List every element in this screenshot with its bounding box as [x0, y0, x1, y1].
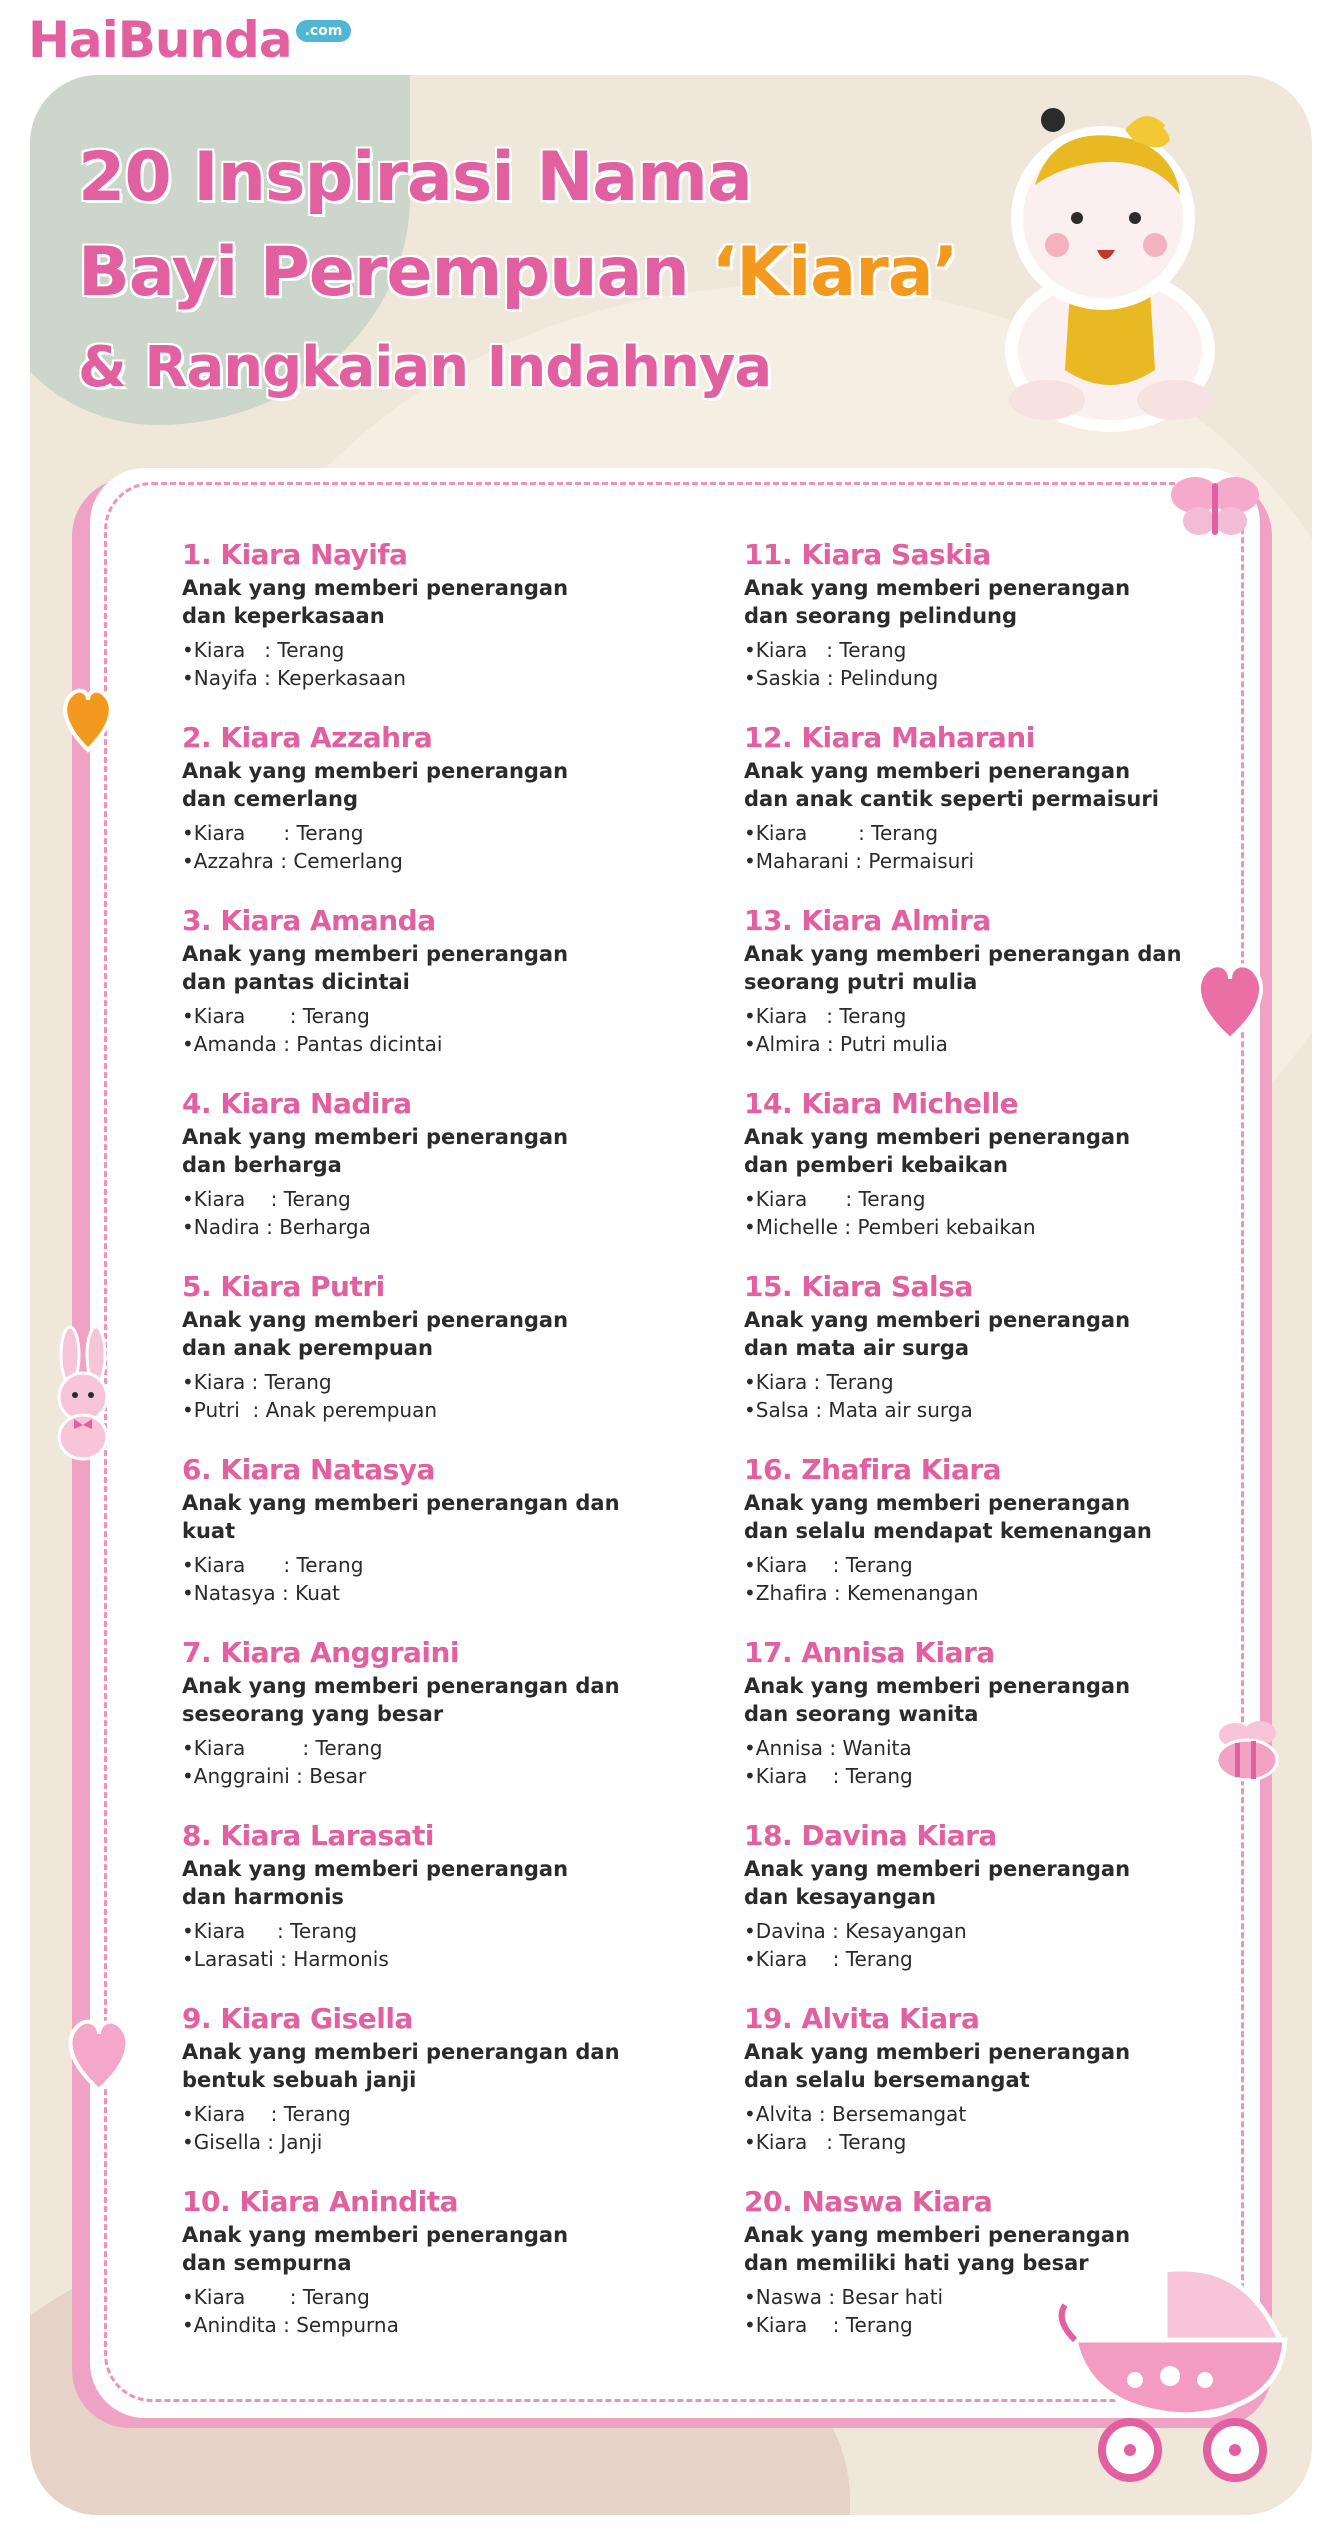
name-parts-list: [744, 1002, 1224, 1058]
name-meaning: Anak yang memberi penerangan dan keperkasaan: [182, 576, 569, 628]
name-part: • Kiara : Terang: [744, 636, 1224, 664]
name-parts-list: [182, 1917, 662, 1973]
name-part: • Kiara : Terang: [744, 1002, 1224, 1030]
name-part: • Kiara : Terang: [182, 1185, 662, 1213]
name-title: 4. Kiara Nadira: [182, 1087, 412, 1120]
name-entry-18: [744, 1819, 1224, 1973]
name-meaning: Anak yang memberi penerangan dan seseorang yang besar: [182, 1674, 620, 1726]
name-title: 8. Kiara Larasati: [182, 1819, 434, 1852]
heart-orange-icon: [58, 680, 118, 755]
name-parts-list: [744, 1551, 1224, 1607]
name-part: • Amanda : Pantas dicintai: [182, 1030, 662, 1058]
name-title: 10. Kiara Anindita: [182, 2185, 459, 2218]
name-meaning: Anak yang memberi penerangan dan selalu bersemangat: [744, 2040, 1131, 2092]
name-title: 5. Kiara Putri: [182, 1270, 385, 1303]
name-title: 9. Kiara Gisella: [182, 2002, 413, 2035]
name-parts-list: [182, 636, 662, 692]
name-part: • Larasati : Harmonis: [182, 1945, 662, 1973]
name-title: 12. Kiara Maharani: [744, 721, 1035, 754]
name-parts-list: [744, 2100, 1224, 2156]
name-part: • Salsa : Mata air surga: [744, 1396, 1224, 1424]
name-meaning: Anak yang memberi penerangan dan harmonis: [182, 1857, 569, 1909]
name-part: • Davina : Kesayangan: [744, 1917, 1224, 1945]
name-meaning: Anak yang memberi penerangan dan memiliki hati yang besar: [744, 2223, 1131, 2275]
name-entry-4: [182, 1087, 662, 1241]
name-part: • Anindita : Sempurna: [182, 2311, 662, 2339]
name-entry-6: [182, 1453, 662, 1607]
name-parts-list: [182, 1551, 662, 1607]
name-entry-7: [182, 1636, 662, 1790]
name-part: • Kiara : Terang: [182, 1002, 662, 1030]
name-title: 7. Kiara Anggraini: [182, 1636, 460, 1669]
name-parts-list: [744, 1368, 1224, 1424]
name-title: 19. Alvita Kiara: [744, 2002, 980, 2035]
name-part: • Kiara : Terang: [182, 2283, 662, 2311]
name-part: • Kiara : Terang: [744, 2128, 1224, 2156]
name-entry-10: [182, 2185, 662, 2339]
name-part: • Saskia : Pelindung: [744, 664, 1224, 692]
name-title: 17. Annisa Kiara: [744, 1636, 995, 1669]
name-entry-14: [744, 1087, 1224, 1241]
name-meaning: Anak yang memberi penerangan dan mata air surga: [744, 1308, 1131, 1360]
name-part: • Kiara : Terang: [744, 1185, 1224, 1213]
name-entry-16: [744, 1453, 1224, 1607]
heart-light-pink-icon: [62, 2010, 137, 2095]
name-parts-list: [744, 1185, 1224, 1241]
title-line-2-text: Bayi Perempuan: [78, 233, 712, 312]
name-meaning: Anak yang memberi penerangan dan pemberi kebaikan: [744, 1125, 1131, 1177]
name-title: 3. Kiara Amanda: [182, 904, 436, 937]
name-part: • Naswa : Besar hati: [744, 2283, 1224, 2311]
name-entry-3: [182, 904, 662, 1058]
name-part: • Kiara : Terang: [182, 1917, 662, 1945]
name-part: • Zhafira : Kemenangan: [744, 1579, 1224, 1607]
name-part: • Kiara : Terang: [182, 636, 662, 664]
name-entry-5: [182, 1270, 662, 1424]
name-meaning: Anak yang memberi penerangan dan cemerlang: [182, 759, 569, 811]
page-title: [78, 130, 957, 408]
name-parts-list: [182, 1368, 662, 1424]
name-title: 14. Kiara Michelle: [744, 1087, 1019, 1120]
name-part: • Nadira : Berharga: [182, 1213, 662, 1241]
name-parts-list: [182, 1734, 662, 1790]
title-line-3: & Rangkaian Indahnya: [78, 335, 772, 400]
name-part: • Annisa : Wanita: [744, 1734, 1224, 1762]
name-meaning: Anak yang memberi penerangan dan kesayangan: [744, 1857, 1131, 1909]
name-title: 6. Kiara Natasya: [182, 1453, 435, 1486]
name-title: 11. Kiara Saskia: [744, 538, 991, 571]
name-part: • Kiara : Terang: [744, 1762, 1224, 1790]
name-part: • Kiara : Terang: [744, 1551, 1224, 1579]
logo-com-badge: .com: [296, 20, 352, 42]
name-parts-list: [182, 1002, 662, 1058]
name-meaning: Anak yang memberi penerangan dan seorang wanita: [744, 1674, 1131, 1726]
name-meaning: Anak yang memberi penerangan dan anak cantik seperti permaisuri: [744, 759, 1159, 811]
name-parts-list: [182, 2283, 662, 2339]
name-meaning: Anak yang memberi penerangan dan berharga: [182, 1125, 569, 1177]
baby-girl-illustration-icon: [985, 100, 1235, 440]
name-part: • Kiara : Terang: [744, 1368, 1224, 1396]
name-entry-8: [182, 1819, 662, 1973]
name-meaning: Anak yang memberi penerangan dan bentuk sebuah janji: [182, 2040, 620, 2092]
haibunda-logo[interactable]: [28, 10, 351, 70]
name-part: • Kiara : Terang: [744, 1945, 1224, 1973]
name-parts-list: [744, 819, 1224, 875]
name-title: 13. Kiara Almira: [744, 904, 991, 937]
name-entry-15: [744, 1270, 1224, 1424]
name-meaning: Anak yang memberi penerangan dan seorang pelindung: [744, 576, 1131, 628]
name-entry-17: [744, 1636, 1224, 1790]
name-meaning: Anak yang memberi penerangan dan anak perempuan: [182, 1308, 569, 1360]
title-accent-kiara: ‘Kiara’: [711, 233, 958, 312]
name-part: • Gisella : Janji: [182, 2128, 662, 2156]
name-part: • Nayifa : Keperkasaan: [182, 664, 662, 692]
name-part: • Alvita : Bersemangat: [744, 2100, 1224, 2128]
name-part: • Kiara : Terang: [182, 1551, 662, 1579]
logo-text: HaiBunda: [28, 11, 292, 69]
name-parts-list: [182, 2100, 662, 2156]
name-part: • Kiara : Terang: [182, 1368, 662, 1396]
name-entry-1: [182, 538, 662, 692]
butterfly-icon: [1165, 465, 1265, 545]
name-entry-12: [744, 721, 1224, 875]
name-entry-9: [182, 2002, 662, 2156]
name-entry-2: [182, 721, 662, 875]
title-line-1: 20 Inspirasi Nama: [78, 138, 752, 217]
name-parts-list: [744, 636, 1224, 692]
name-entry-19: [744, 2002, 1224, 2156]
title-line-2: [78, 225, 957, 320]
name-title: 18. Davina Kiara: [744, 1819, 997, 1852]
name-part: • Kiara : Terang: [744, 2311, 1224, 2339]
name-entry-11: [744, 538, 1224, 692]
name-title: 2. Kiara Azzahra: [182, 721, 433, 754]
name-title: 20. Naswa Kiara: [744, 2185, 993, 2218]
name-entry-13: [744, 904, 1224, 1058]
name-parts-list: [744, 2283, 1224, 2339]
name-parts-list: [182, 1185, 662, 1241]
name-part: • Natasya : Kuat: [182, 1579, 662, 1607]
name-part: • Kiara : Terang: [744, 819, 1224, 847]
name-part: • Azzahra : Cemerlang: [182, 847, 662, 875]
name-parts-list: [744, 1917, 1224, 1973]
name-part: • Maharani : Permaisuri: [744, 847, 1224, 875]
name-meaning: Anak yang memberi penerangan dan selalu mendapat kemenangan: [744, 1491, 1152, 1543]
name-meaning: Anak yang memberi penerangan dan sempurna: [182, 2223, 569, 2275]
name-parts-list: [744, 1734, 1224, 1790]
name-part: • Putri : Anak perempuan: [182, 1396, 662, 1424]
name-part: • Kiara : Terang: [182, 1734, 662, 1762]
name-title: 1. Kiara Nayifa: [182, 538, 408, 571]
name-meaning: Anak yang memberi penerangan dan kuat: [182, 1491, 620, 1543]
name-meaning: Anak yang memberi penerangan dan pantas dicintai: [182, 942, 569, 994]
name-title: 15. Kiara Salsa: [744, 1270, 973, 1303]
name-title: 16. Zhafira Kiara: [744, 1453, 1002, 1486]
name-part: • Michelle : Pemberi kebaikan: [744, 1213, 1224, 1241]
name-meaning: Anak yang memberi penerangan dan seorang putri mulia: [744, 942, 1182, 994]
name-parts-list: [182, 819, 662, 875]
name-entry-20: [744, 2185, 1224, 2339]
name-part: • Kiara : Terang: [182, 819, 662, 847]
name-part: • Kiara : Terang: [182, 2100, 662, 2128]
bunny-plush-icon: [38, 1325, 128, 1465]
name-part: • Anggraini : Besar: [182, 1762, 662, 1790]
name-part: • Almira : Putri mulia: [744, 1030, 1224, 1058]
